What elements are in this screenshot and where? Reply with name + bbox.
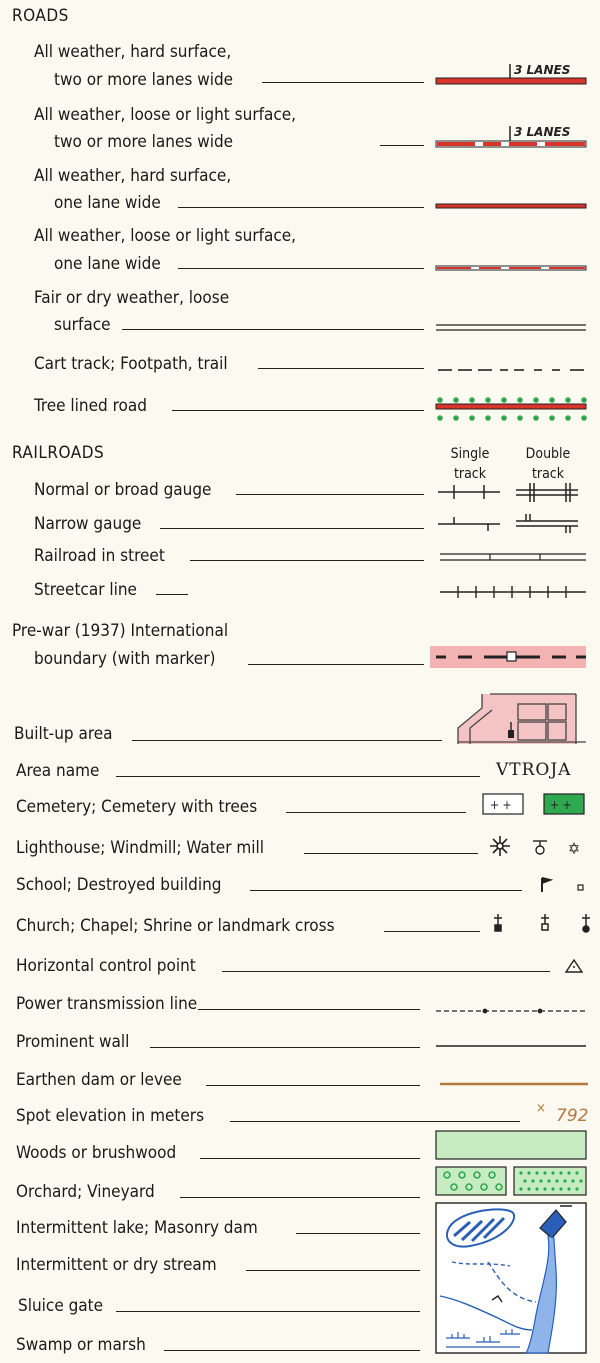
- railroad-in-street-symbol: [440, 554, 586, 560]
- railroad-label-narrow: Narrow gauge: [34, 514, 142, 534]
- area-name-label: Area name: [16, 761, 100, 781]
- boundary-symbol: [430, 646, 586, 668]
- leader-line: [150, 1047, 420, 1048]
- road-label-5b: surface: [54, 315, 111, 335]
- road-label-5a: Fair or dry weather, loose: [34, 288, 230, 308]
- control-point-label: Horizontal control point: [16, 956, 196, 976]
- leader-line: [116, 1311, 420, 1312]
- roads-heading: ROADS: [12, 6, 69, 26]
- road-label-2a: All weather, loose or light surface,: [34, 105, 297, 125]
- leader-line: [190, 560, 424, 561]
- cemetery-label: Cemetery; Cemetery with trees: [16, 797, 258, 817]
- road-label-1b: two or more lanes wide: [54, 70, 234, 90]
- school-label: School; Destroyed building: [16, 875, 222, 895]
- railroad-label-street: Railroad in street: [34, 546, 165, 566]
- streetcar-line-symbol: [440, 586, 586, 598]
- cemetery-trees-symbol: [544, 794, 584, 814]
- boundary-label-2: boundary (with marker): [34, 649, 216, 669]
- leader-line: [250, 890, 522, 891]
- church-label: Church; Chapel; Shrine or landmark cross: [16, 916, 335, 936]
- spot-elevation-value: 792: [556, 1106, 589, 1126]
- leader-line: [304, 853, 478, 854]
- road-loose-multilane-symbol: [436, 125, 586, 147]
- railroad-normal-symbol: [438, 483, 578, 502]
- lighthouse-label: Lighthouse; Windmill; Water mill: [16, 838, 264, 858]
- leader-line: [156, 594, 188, 595]
- power-line-symbol: [436, 1009, 586, 1013]
- water-features-panel: [436, 1203, 586, 1353]
- leader-line: [164, 1350, 420, 1351]
- leader-line: [286, 812, 466, 813]
- road-label-7: Tree lined road: [34, 396, 147, 416]
- leader-line: [230, 1121, 520, 1122]
- woods-label: Woods or brushwood: [16, 1143, 177, 1163]
- road-hard-onelane-symbol: [436, 204, 586, 208]
- built-up-label: Built-up area: [14, 724, 113, 744]
- dam-label: Earthen dam or levee: [16, 1070, 182, 1090]
- road-label-4a: All weather, loose or light surface,: [34, 226, 297, 246]
- vineyard-symbol: [514, 1167, 586, 1195]
- road-label-4b: one lane wide: [54, 254, 161, 274]
- leader-line: [116, 776, 480, 777]
- leader-line: [384, 931, 480, 932]
- railroad-narrow-symbol: [438, 514, 578, 533]
- water-mill-icon: ✡: [568, 839, 581, 858]
- swamp-label: Swamp or marsh: [16, 1335, 146, 1355]
- sluice-label: Sluice gate: [18, 1296, 104, 1316]
- road-label-6: Cart track; Footpath, trail: [34, 354, 228, 374]
- road-label-1a: All weather, hard surface,: [34, 42, 232, 62]
- woods-symbol: [436, 1131, 586, 1159]
- destroyed-building-icon: [578, 885, 583, 890]
- lanes-tag-2: 3 LANES: [514, 125, 571, 139]
- leader-line: [296, 1233, 420, 1234]
- leader-line: [160, 528, 424, 529]
- road-fair-weather-symbol: [436, 325, 586, 330]
- single-track-header: Single track: [450, 446, 490, 482]
- orchard-label: Orchard; Vineyard: [16, 1182, 155, 1202]
- railroad-label-normal: Normal or broad gauge: [34, 480, 212, 500]
- double-track-header: Double track: [525, 446, 571, 482]
- church-icon: [494, 914, 502, 931]
- railroad-label-streetcar: Streetcar line: [34, 580, 137, 600]
- road-label-3a: All weather, hard surface,: [34, 166, 232, 186]
- lanes-tag-1: 3 LANES: [514, 63, 571, 77]
- leader-line: [200, 1158, 420, 1159]
- leader-line: [248, 664, 424, 665]
- power-line-label: Power transmission line: [16, 994, 198, 1014]
- railroads-heading: RAILROADS: [12, 443, 105, 463]
- leader-line: [132, 740, 442, 741]
- shrine-cross-icon: [582, 914, 590, 932]
- lake-label: Intermittent lake; Masonry dam: [16, 1218, 258, 1238]
- road-hard-multilane-symbol: [436, 63, 586, 84]
- road-label-3b: one lane wide: [54, 193, 161, 213]
- leader-line: [206, 1085, 420, 1086]
- school-icon: [542, 878, 550, 892]
- leader-line: [246, 1270, 420, 1271]
- windmill-icon: [533, 841, 547, 854]
- spot-elevation-icon: ×: [536, 1101, 546, 1116]
- leader-line: [236, 494, 424, 495]
- cemetery-symbol: [483, 794, 523, 814]
- leader-line: [198, 1009, 420, 1010]
- spot-elev-label: Spot elevation in meters: [16, 1106, 205, 1126]
- svg-text:+ +: + +: [550, 798, 572, 812]
- svg-text:+ +: + +: [490, 798, 512, 812]
- chapel-icon: [541, 914, 549, 930]
- road-label-2b: two or more lanes wide: [54, 132, 234, 152]
- leader-line: [222, 971, 550, 972]
- tree-lined-road-symbol: [436, 397, 587, 421]
- built-up-area-symbol: [458, 694, 586, 744]
- wall-label: Prominent wall: [16, 1032, 130, 1052]
- leader-line: [180, 1197, 420, 1198]
- boundary-label-1: Pre-war (1937) International: [12, 621, 229, 641]
- lighthouse-icon: [490, 836, 510, 856]
- area-name-sample: VTROJA: [496, 760, 572, 780]
- stream-label: Intermittent or dry stream: [16, 1255, 217, 1275]
- road-loose-onelane-symbol: [436, 266, 586, 270]
- orchard-symbol: [436, 1167, 506, 1195]
